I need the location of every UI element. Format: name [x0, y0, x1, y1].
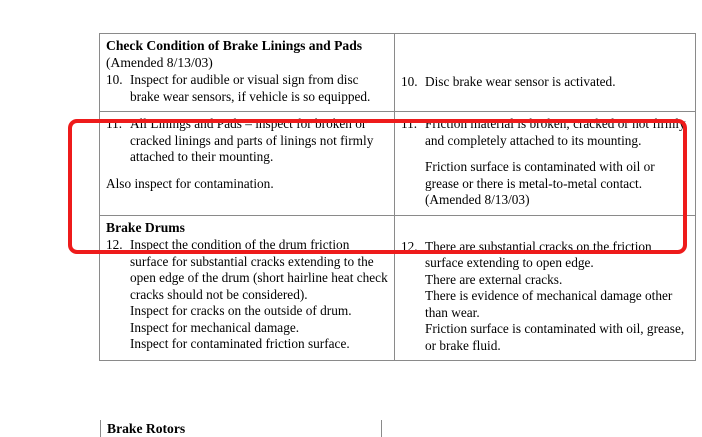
- criteria-item-12-line-2: There is evidence of mechanical damage other than wear.: [425, 288, 673, 320]
- section-heading-amendment: (Amended 8/13/03): [106, 54, 213, 70]
- item-text: Friction material is broken, cracked or not firmly and completely attached to its mounting.: [425, 116, 686, 148]
- procedure-item-12: [106, 237, 388, 303]
- procedure-item-10: [106, 72, 388, 105]
- criteria-item-11: [401, 116, 689, 149]
- procedure-item-12-line-3: Inspect for contaminated friction surface.: [130, 336, 350, 351]
- table-row: [100, 215, 696, 361]
- cell-criteria: [395, 34, 696, 112]
- criteria-item-12-line-1: There are external cracks.: [425, 271, 563, 287]
- item-number: 10.: [401, 74, 418, 89]
- item-number: 12.: [401, 238, 418, 254]
- item-text: Inspect the condition of the drum friction surface for substantial cracks extending to the open edge of the drum (short hairline heat check cracks should not be considered).: [130, 237, 388, 302]
- inspection-criteria-table: [99, 33, 696, 361]
- next-section-partial: [100, 420, 668, 437]
- procedure-item-11: [106, 116, 388, 166]
- item-text: Disc brake wear sensor is activated.: [425, 74, 616, 89]
- cell-criteria: [395, 112, 696, 216]
- procedure-item-12-line-1: Inspect for cracks on the outside of drum.: [130, 303, 352, 318]
- item-number: 11.: [106, 116, 123, 131]
- item-number: 12.: [106, 237, 123, 252]
- cell-procedure: [100, 112, 395, 216]
- section-heading-text: Check Condition of Brake Linings and Pads: [106, 38, 363, 53]
- section-heading-brake-rotors: Brake Rotors: [100, 420, 382, 437]
- item-text: All Linings and Pads – inspect for broken or cracked linings and parts of linings not firmly attached to their mounting.: [130, 116, 374, 164]
- criteria-item-12: [401, 239, 689, 272]
- criteria-item-11-extra: Friction surface is contaminated with oil or grease or there is metal-to-metal contact. (Amended 8/13/03): [425, 159, 655, 207]
- criteria-item-12-line-3: Friction surface is contaminated with oil, grease, or brake fluid.: [425, 321, 685, 353]
- item-text: Inspect for audible or visual sign from disc brake wear sensors, if vehicle is so equipped.: [130, 72, 371, 104]
- item-text: There are substantial cracks on the friction surface extending to open edge.: [425, 238, 652, 270]
- item-number: 10.: [106, 72, 123, 87]
- procedure-item-12-line-2: Inspect for mechanical damage.: [130, 319, 300, 335]
- procedure-item-11-extra: Also inspect for contamination.: [106, 175, 274, 191]
- section-heading: [106, 38, 388, 71]
- section-heading: Brake Drums: [106, 219, 185, 235]
- cell-criteria: [395, 215, 696, 361]
- table-row-highlighted: [100, 112, 696, 216]
- cell-procedure: [100, 34, 395, 112]
- criteria-item-10: [401, 74, 689, 91]
- item-number: 11.: [401, 116, 418, 131]
- cell-procedure: [100, 215, 395, 361]
- cell-criteria-empty: [381, 420, 668, 437]
- table-row: [100, 34, 696, 112]
